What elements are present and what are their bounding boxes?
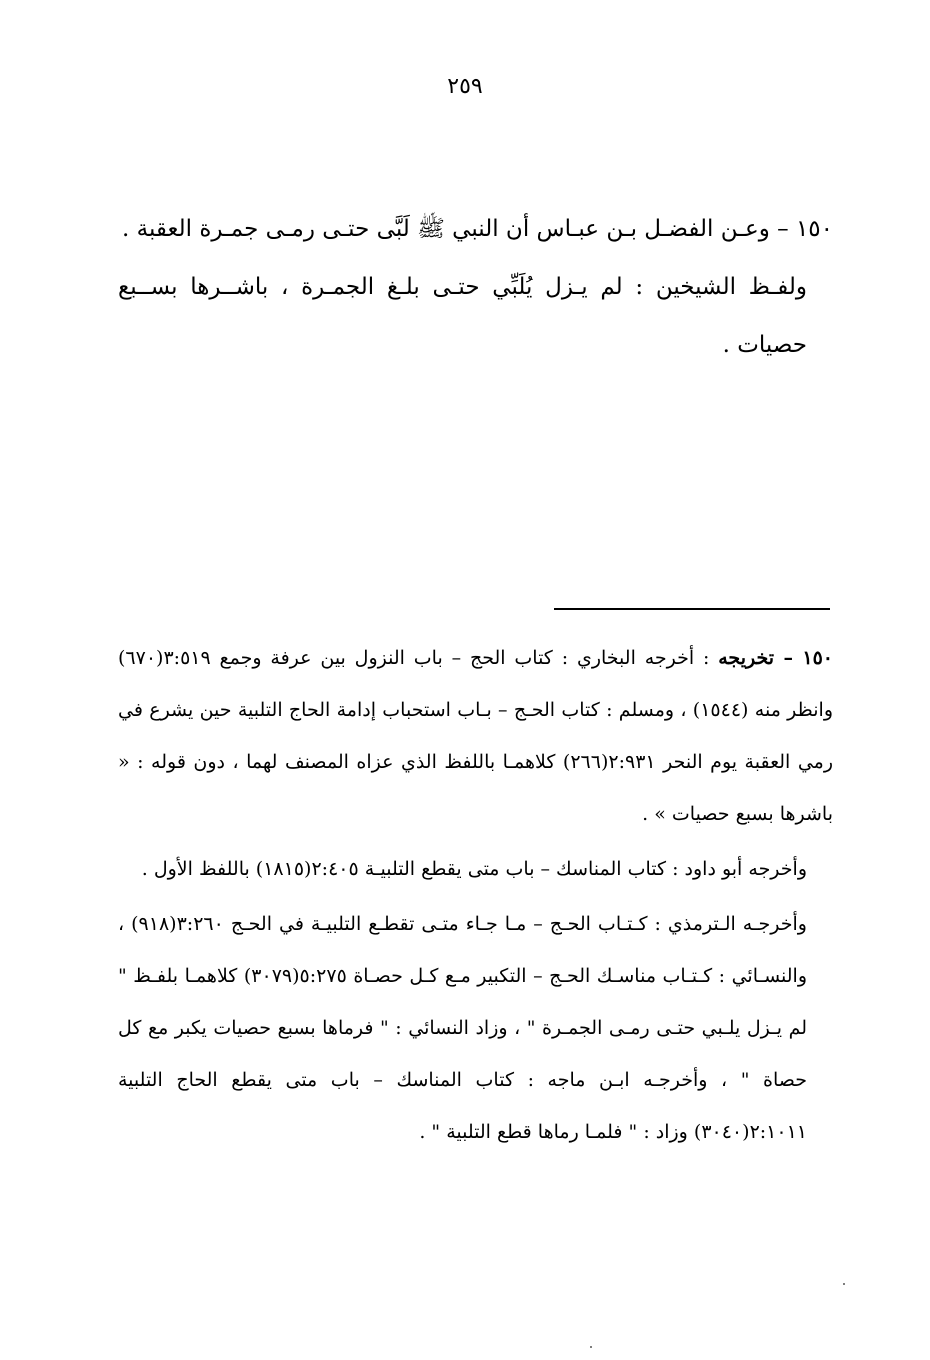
takhrij-bukhari-muslim: : أخرجه البخاري : كتاب الحج – باب النزول بين عرفة وجمع ٣:٥١٩(٦٧٠) وانظر منه (١٥٤٤) ، ومسلم : كتاب الحـج – بـاب استحباب إدامة الحاج التلبية حين يشرع في رمي العقبة يوم النحر ٢:٩٣١(٢٦٦) كلاهمـا باللفظ الذي عزاه المصنف لهما ، دون قوله : « باشرها بسبع حصيات » . — [118, 647, 834, 825]
hadith-shaykhayn-wording: ولفـظ الشيخين : لم يـزل يُلَبِّي حتـى بلـغ الجمـرة ، باشــرها بســبع حصيات . — [118, 274, 807, 358]
scan-speck — [590, 1346, 592, 1348]
takhrij-paragraph-3: وأخرجـه الـترمذي : كـتـاب الحـج – مـا جـاء متـى تقطـع التلبيـة في الحـج ٣:٢٦٠(٩١٨) ، والنسـائي : كـتـاب مناسـك الحـج – التكبير مـع كـل حصـاة ٥:٢٧٥(٣٠٧٩) كلاهمـا بلفـظ " لم يـزل يلـبي حتـى رمـى الجمـرة " ، وزاد النسائي : " فرماها بسبع حصيات يكبر مع كل حصاة " ، وأخرجـه ابـن ماجه : كتاب المناسك – باب متى يقطع الحاج التلبية ٢:١٠١١(٣٠٤٠) وزاد : " فلمـا رماها قطع التلبية " . — [118, 913, 807, 1143]
takhrij-footnote — [118, 632, 833, 1158]
takhrij-paragraph-2: وأخرجه أبو داود : كتاب المناسك – باب متى يقطع التلبيـة ٢:٤٠٥(١٨١٥) باللفظ الأول . — [141, 858, 807, 880]
hadith-main: ١٥٠ – وعـن الفضـل بـن عبـاس أن النبي ﷺ لَبَّى حتـى رمـى جمـرة العقبة . — [121, 216, 833, 242]
hadith-text — [118, 200, 833, 374]
footnote-divider — [554, 608, 830, 610]
page-number: ٢٥٩ — [447, 74, 483, 99]
takhrij-paragraph-1 — [118, 632, 833, 840]
scan-speck — [843, 1283, 845, 1285]
takhrij-label: ١٥٠ – تخريجه — [718, 647, 833, 669]
